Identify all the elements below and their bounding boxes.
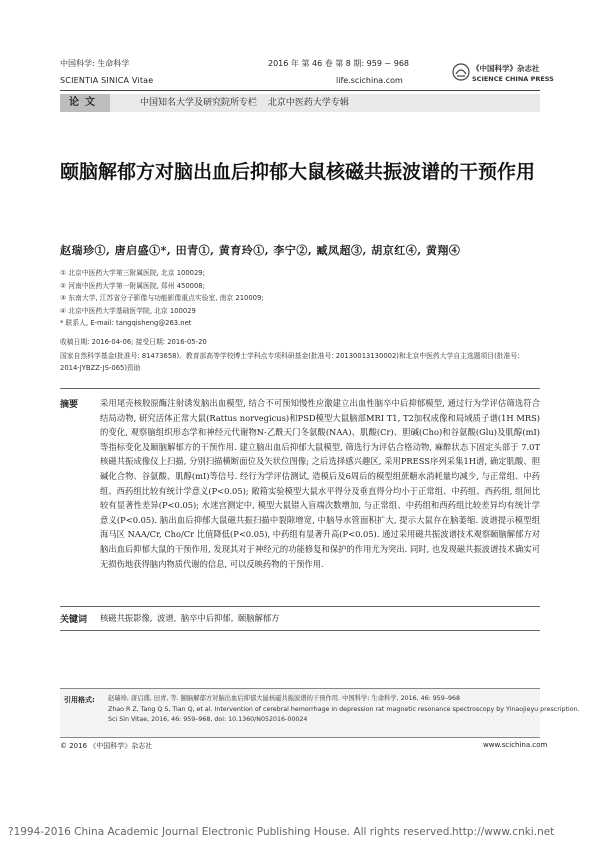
corresponding-author[interactable]: * 联系人, E-mail: tangqisheng@263.net: [60, 319, 192, 328]
article-title: 颐脑解郁方对脑出血后抑郁大鼠核磁共振波谱的干预作用: [60, 161, 536, 183]
logo-text-en: SCIENCE CHINA PRESS: [472, 75, 554, 83]
section-banner: [60, 94, 540, 112]
logo-text-cn: 《中国科学》杂志社: [472, 64, 540, 73]
keywords-text: 核磁共振影像, 波谱, 脑卒中后抑郁, 颐脑解郁方: [100, 613, 280, 623]
affiliation-1: ① 北京中医药大学第三附属医院, 北京 100029;: [60, 269, 205, 277]
cnki-copyright: ?1994-2016 China Academic Journal Electronic Publishing House. All rights reserved.: [8, 826, 453, 838]
affiliation-3: ③ 东南大学, 江苏省分子影像与功能影像重点实验室, 南京 210009;: [60, 294, 264, 303]
keywords-label: 关键词: [60, 615, 88, 625]
author-list: 赵瑞珍①, 唐启盛①*, 田青①, 黄育玲①, 李宁②, 臧凤超③, 胡京红④, 黄翔④: [60, 244, 461, 257]
copyright-notice: © 2016 《中国科学》杂志社: [60, 742, 153, 750]
citation-line-cn: 赵瑞珍, 唐启盛, 田青, 等. 颐脑解郁方对脑出血后抑郁大鼠核磁共振波谱的干预作用. 中国科学: 生命科学, 2016, 46: 959–968: [108, 695, 460, 702]
keywords-top-rule: [60, 606, 540, 607]
citation-line-en-1: Zhao R Z, Tang Q S, Tian Q, et al. Intervention of cerebral hemorrhage in depression rat magnetic resonance spectroscopy by Yinaojieyu prescription.: [108, 705, 580, 713]
affiliation-4: ④ 北京中医药大学基础医学院, 北京 100029: [60, 306, 196, 315]
journal-website[interactable]: life.scichina.com: [336, 76, 403, 85]
abstract-body: 采用尾壳核胶原酶注射诱发脑出血模型, 结合不可预知慢性应激建立出血性脑卒中后抑郁模型, 通过行为学评估筛选符合结局动物, 研究活体正常大鼠(Rattus norvegicus)和PSD模型大鼠脑部MRI T1, T2加权成像和局域质子谱(1H MRS)的变化, 观察脑组织形态学和神经元代谢物N-乙酰天门冬氨酸(NAA)、肌酸(Cr)、胆碱(Cho)和谷氨酸(Glu)及肌醇(mI)等指标变化及颐脑解郁方的干预作用. 建立脑出血后抑郁大鼠模型, 筛选行为评估合格动物, 麻醉状态下固定头部于 7.0T 核磁共振成像仪上扫描, 分别扫描横断面位及矢状位图像; 之后选择感兴趣区, 采用PRESS序列采集1H谱, 确定肌酸、胆碱化合物、谷氨酸、肌醇(mI)等信号. 经行为学评估测试, 造模后及6周后的模型组蔗糖水消耗量均减少, 与正常组、中药组、西药组比较有统计学意义(P<0.05); 敞箱实验模型大鼠水平得分及垂直得分均小于正常组、中药组、西药组, 组间比较有显著性差异(P<0.05); 水迷宫测定中, 模型大鼠错入盲端次数增加, 与正常组、中药组和西药组比较差异均有统计学意义(P<0.05). 脑出血后抑郁大鼠磁共振扫描中裂隙增宽, 中脑导水管面积扩大, 提示大鼠存在脑萎缩. 波谱提示模型组海马区 NAA/Cr, Cho/Cr 比值降低(P<0.05), 中药组有显著升高(P<0.05). 通过采用磁共振波谱技术观察颐脑解郁方对脑出血后抑郁大鼠的干预作用, 发现其对于神经元的功能修复和保护的作用尤为突出. 同时, 也发现磁共振波谱技术确实可无损伤地获得脑内物质代谢的信息, 可以反映药物的干预作用.: [100, 398, 540, 569]
funding-note: 国家自然科学基金(批准号: 81473658)、教育部高等学校博士学科点专项科研基金(批准号: 20130013130002)和北京中医药大学自主选题项目(批准号: 2014-JYBZZ-JS-065)资助: [60, 352, 520, 372]
header-rule: [60, 90, 540, 91]
citation-label: 引用格式:: [64, 696, 95, 704]
received-dates: 收稿日期: 2016-04-06; 接受日期: 2016-05-20: [60, 338, 207, 346]
abstract-label: 摘要: [60, 400, 79, 410]
abstract-top-rule: [60, 388, 540, 389]
affiliation-2: ② 河南中医药大学第一附属医院, 郑州 450008;: [60, 281, 205, 290]
special-issue-text: 中国知名大学及研究院所专栏 北京中医药大学专辑: [140, 98, 349, 108]
keywords-bottom-rule: [60, 630, 540, 631]
citation-box: [60, 688, 580, 738]
affiliation-list: [60, 267, 540, 330]
journal-name-cn: 中国科学: 生命科学: [60, 59, 130, 68]
article-type-tag: 论文: [60, 94, 110, 112]
journal-name-en: SCIENTIA SINICA Vitae: [60, 76, 154, 85]
issue-info: 2016 年 第 46 卷 第 8 期: 959 ~ 968: [268, 59, 409, 68]
publisher-logo: [452, 62, 554, 88]
footer-website[interactable]: www.scichina.com: [483, 741, 548, 749]
citation-line-en-2: Sci Sin Vitae, 2016, 46: 959–968, doi: 10.1360/N052016-00024: [108, 716, 308, 723]
cnki-link[interactable]: http://www.cnki.net: [452, 826, 555, 838]
citation-lines: [108, 694, 580, 726]
press-emblem-icon: [452, 63, 470, 81]
